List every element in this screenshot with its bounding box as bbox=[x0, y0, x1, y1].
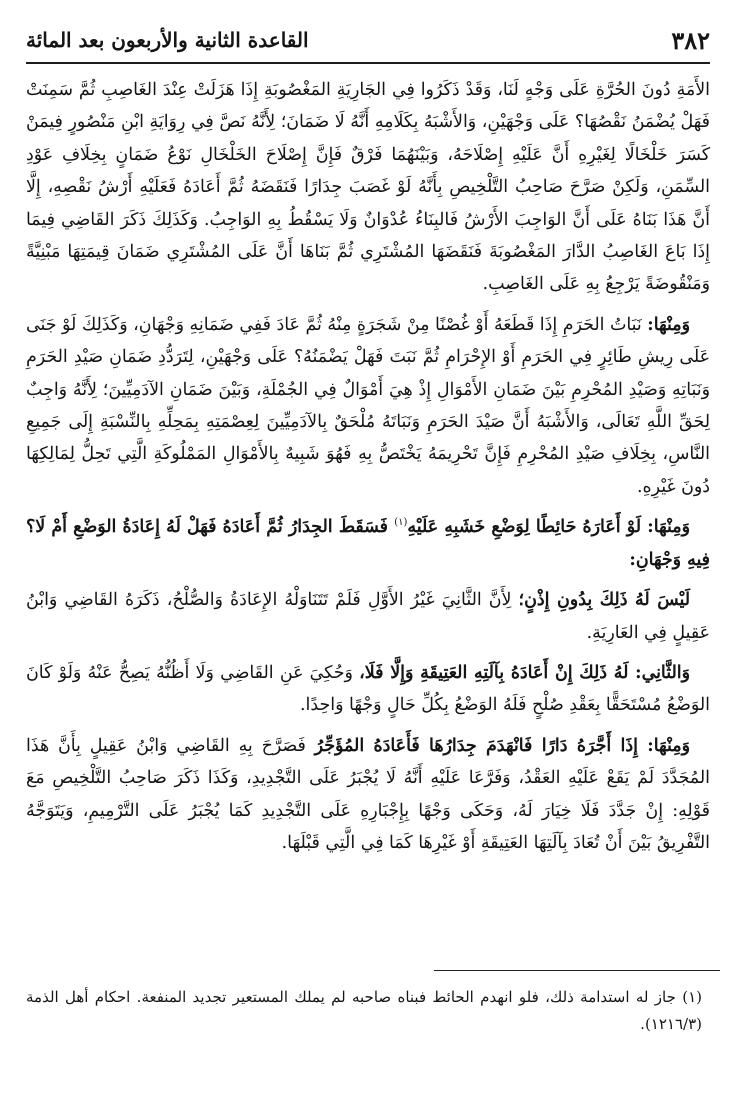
paragraph-3 bbox=[26, 511, 710, 576]
main-text bbox=[26, 74, 710, 859]
paragraph-lead: لَيْسَ لَهُ ذَلِكَ بِدُونِ إِذْنٍ؛ bbox=[518, 590, 690, 611]
footnote-number: (١) bbox=[682, 988, 702, 1006]
paragraph-4 bbox=[26, 584, 710, 649]
page-header bbox=[26, 22, 710, 64]
paragraph-lead: وَمِنْهَا: إِذَا أَجَّرَهُ دَارًا فَانْهَدَمَ جِدَارُهَا فَأَعَادَهُ المُؤَجِّرُ bbox=[314, 735, 690, 756]
paragraph-text: وَحُكِيَ عَنِ القَاضِي وَلَا أَظُنُّهُ يَصِحُّ عَنْهُ وَلَوْ كَانَ الوَضْعُ مُسْتَحَقًّا بِعَقْدِ صُلْحٍ فَلَهُ الوَضْعُ بِكُلِّ حَالٍ وَجْهًا وَاحِدًا. bbox=[26, 662, 710, 716]
paragraph-lead: وَالثَّانِي: لَهُ ذَلِكَ إِنْ أَعَادَهُ بِآلَتِهِ العَتِيقَةِ وَإِلَّا فَلَا، bbox=[359, 662, 690, 683]
footnote-divider bbox=[434, 970, 720, 971]
paragraph-6 bbox=[26, 730, 710, 860]
footnote bbox=[26, 984, 702, 1038]
paragraph-lead: وَمِنْهَا: لَوْ أَعَارَهُ حَائِطًا لِوَضْعِ خَشَبِهِ عَلَيْهِ bbox=[407, 517, 690, 538]
paragraph-text: الأَمَةِ دُونَ الحُرَّةِ عَلَى وَجْهٍ لَنَا، وَقَدْ ذَكَرُوا فِي الجَارِيَةِ المَغْصُوبَةِ إِذَا هَزَلَتْ عِنْدَ الغَاصِبِ ثُمَّ سَمِنَتْ فَهَلْ يُضْمَنُ نَقْصُهَا؟ عَلَى وَجْهَيْنِ، وَالأَشْبَهُ بِكَلَامِهِ أَنَّهُ لَا ضَمَانَ؛ لِأَنَّهُ نَصَّ فِي رِوَايَةِ ابْنِ مَنْصُورٍ فِيمَنْ كَسَرَ خَلْخَالًا لِغَيْرِهِ أَنَّ عَلَيْهِ إِصْلَاحَهُ، وَبَيْنَهُمَا فَرْقٌ فَإِنَّ إِصْلَاحَ الخَلْخَالِ نَوْعُ ضَمَانٍ بِخِلَافِ عَوْدِ السِّمَنِ، وَلَكِنْ صَرَّحَ صَاحِبُ التَّلْخِيصِ بِأَنَّهُ لَوْ غَصَبَ جِدَارًا فَنَقَضَهُ ثُمَّ أَعَادَهُ فَعَلَيْهِ أَرْشُ نَقْصِهِ، إِلَّا أَنَّ هَذَا بَنَاهُ عَلَى أَنَّ الوَاجِبَ الأَرْشُ فَالبِنَاءُ عُدْوَانٌ وَلَا يَسْقُطُ بِهِ الوَاجِبُ. وَكَذَلِكَ ذَكَرَ القَاضِي فِيمَا إِذَا بَاعَ الغَاصِبُ الدَّارَ المَغْصُوبَةَ فَنَقَضَهَا المُشْتَرِي ثُمَّ بَنَاهَا أَنَّ عَلَى المُشْتَرِي ضَمَانَ قِيمَتِهَا مَبْنِيَّةً وَمَنْقُوضَةً يَرْجِعُ بِهِ عَلَى الغَاصِبِ. bbox=[26, 80, 710, 295]
page-number: ٣٨٢ bbox=[671, 26, 710, 55]
paragraph-2 bbox=[26, 309, 710, 503]
paragraph-text: نَبَاتُ الحَرَمِ إِذَا قَطَعَهُ أَوْ غُصْنًا مِنْ شَجَرَةٍ مِنْهُ ثُمَّ عَادَ فَفِي ضَمَانِهِ وَجْهَانِ، وَكَذَلِكَ لَوْ جَنَى عَلَى رِيشِ طَائِرٍ فِي الحَرَمِ أَوْ الإِحْرَامِ ثُمَّ نَبَتَ فَهَلْ يَضْمَنُهُ؟ عَلَى وَجْهَيْنِ، لِتَرَدُّدِ ضَمَانِ صَيْدِ الحَرَمِ وَنَبَاتِهِ وَصَيْدِ المُحْرِمِ بَيْنَ ضَمَانِ الأَمْوَالِ إِذْ هِيَ أَمْوَالٌ فِي الجُمْلَةِ، وَبَيْنَ ضَمَانِ الآدَمِيِّينَ؛ لِأَنَّهُ وَاجِبٌ لِحَقِّ اللَّهِ تَعَالَى، وَالأَشْبَهُ أَنَّ صَيْدَ الحَرَمِ وَنَبَاتَهُ مُلْحَقٌ بِالآدَمِيِّينَ لِعِصْمَتِهِ بِمَحِلِّهِ بِالنِّسْبَةِ إِلَى جَمِيعِ النَّاسِ، بِخِلَافِ صَيْدِ المُحْرِمِ فَإِنَّ تَحْرِيمَهُ يَخْتَصُّ بِهِ فَهُوَ شَبِيهٌ بِالأَمْوَالِ المَمْلُوكَةِ الَّتِي تَحِلُّ لِمَالِكِهَا دُونَ غَيْرِهِ. bbox=[26, 314, 710, 497]
footnote-text: جاز له استدامة ذلك، فلو انهدم الحائط فبناه صاحبه لم يملك المستعير تجديد المنفعة. احكام أهل الذمة (١٢١٦/٣). bbox=[26, 988, 702, 1033]
running-title: القاعدة الثانية والأربعون بعد المائة bbox=[26, 28, 309, 52]
paragraph-5 bbox=[26, 657, 710, 722]
paragraph-1 bbox=[26, 74, 710, 301]
paragraph-text: فَسَقَطَ الجِدَارُ ثُمَّ أَعَادَهُ فَهَلْ لَهُ إِعَادَةُ الوَضْعِ أَمْ لَا؟ فِيهِ وَجْهَانِ: bbox=[26, 517, 710, 570]
paragraph-lead: وَمِنْهَا: bbox=[647, 314, 690, 335]
paragraph-text: لِأَنَّ الثَّانِيَ غَيْرُ الأَوَّلِ فَلَمْ تَتَنَاوَلْهُ الإِعَادَةُ وَالصُّلْحُ، ذَكَرَهُ القَاضِي وَابْنُ عَقِيلٍ فِي العَارِيَةِ. bbox=[26, 590, 710, 643]
paragraph-text: فَصَرَّحَ بِهِ القَاضِي وَابْنُ عَقِيلٍ بِأَنَّ هَذَا المُجَدَّدَ لَمْ يَقَعْ عَلَيْهِ العَقْدُ، وَفَرَّعَا عَلَيْهِ أَنَّهُ لَا يُجْبَرُ عَلَى التَّجْدِيدِ، وَكَذَا ذَكَرَ صَاحِبُ التَّلْخِيصِ مَعَ قَوْلِهِ: إِنْ جَدَّدَ فَلَا خِيَارَ لَهُ، وَحَكَى وَجْهًا بِإِجْبَارِهِ عَلَى التَّجْدِيدِ كَمَا يُجْبَرُ عَلَى التَّرْمِيمِ، وَيَتَوَجَّهُ التَّفْرِيقُ بَيْنَ أَنْ تُعَادَ بِآلَتِهَا العَتِيقَةِ أَوْ غَيْرِهَا كَمَا فِي الَّتِي قَبْلَهَا. bbox=[26, 735, 710, 853]
footnote-marker: (١) bbox=[394, 517, 408, 529]
